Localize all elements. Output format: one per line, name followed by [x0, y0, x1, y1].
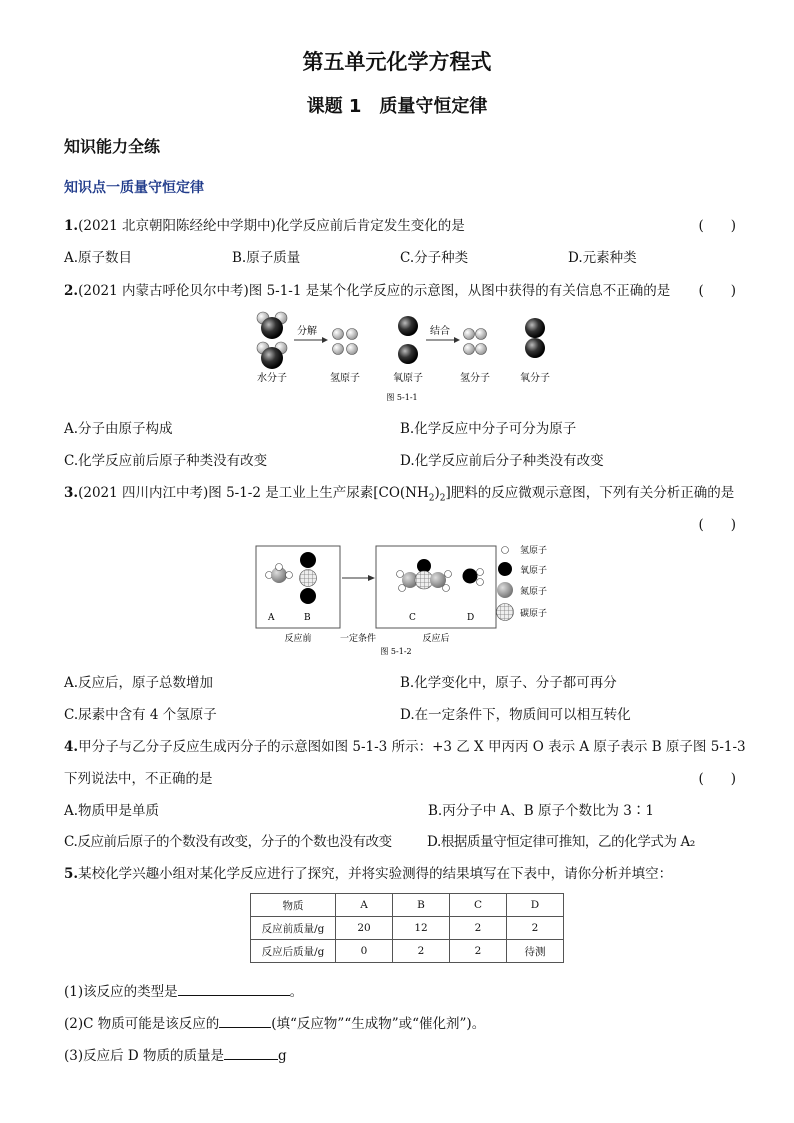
table-row [251, 940, 564, 963]
label-condition: 一定条件 [339, 634, 377, 644]
table-row [251, 917, 564, 940]
label-before: 反应前 [284, 634, 312, 644]
water-molecule-icon [257, 312, 287, 369]
knowledge-point-heading: 知识点一质量守恒定律 [64, 180, 204, 196]
sub-question-2 [64, 1012, 485, 1032]
sub-question-text: (填“反应物”“生成物”或“催化剂”)。 [271, 1016, 486, 1032]
option-d: D.化学反应前后分子种类没有改变 [400, 453, 604, 469]
table-cell: 2 [450, 940, 507, 963]
letter-c: C [409, 613, 416, 623]
letter-a: A [268, 613, 275, 623]
answer-paren: ( ) [698, 218, 736, 234]
sub-question-text: (2)C 物质可能是该反应的 [64, 1016, 220, 1032]
sub-question-text: 。 [289, 984, 304, 1000]
oxygen-atom-icon [498, 562, 512, 576]
nitrogen-atom-icon [497, 582, 513, 598]
option-a: A.分子由原子构成 [64, 421, 173, 437]
letter-b: B [304, 613, 311, 623]
hydrogen-atom-icon [502, 547, 509, 554]
option-c: C.反应前后原子的个数没有改变，分子的个数也没有改变 [64, 834, 392, 850]
legend [497, 544, 548, 621]
carbon-atom-icon [497, 604, 514, 621]
label-oxygen-atom: 氧原子 [393, 373, 423, 384]
option-c: C.化学反应前后原子种类没有改变 [64, 453, 268, 469]
oxygen-atoms-icon [398, 316, 418, 364]
option-b: B.丙分子中 A、B 原子个数比为 3∶1 [428, 803, 654, 819]
question-2 [64, 279, 670, 299]
question-number: 5. [64, 866, 79, 882]
table-cell: 物质 [251, 894, 336, 917]
figure-caption: 图 5-1-1 [386, 393, 418, 402]
table-cell: 2 [393, 940, 450, 963]
arrow-label-decompose: 分解 [297, 326, 317, 337]
carbon-dioxide-molecule-icon [300, 552, 317, 604]
hydrogen-atoms-icon [333, 329, 358, 355]
question-text: (2021 内蒙古呼伦贝尔中考)图 5-1-1 是某个化学反应的示意图，从图中获得的有关信息不正确的是 [78, 283, 671, 299]
legend-hydrogen: 氢原子 [520, 546, 548, 556]
urea-molecule-icon [397, 559, 452, 592]
label-hydrogen-atom: 氢原子 [330, 373, 360, 384]
answer-paren: ( ) [698, 517, 736, 533]
sub-question-text: (1)该反应的类型是 [64, 984, 178, 1000]
lesson-title: 课题 1 质量守恒定律 [306, 96, 488, 117]
option-d: D.元素种类 [568, 250, 637, 266]
sub-question-text: (3)反应后 D 物质的质量是 [64, 1048, 225, 1064]
question-number: 1. [64, 218, 79, 234]
question-text: ]肥料的反应微观示意图，下列有关分析正确的是 [445, 485, 735, 501]
table-cell: 2 [507, 917, 564, 940]
arrow-label-combine: 结合 [430, 326, 450, 337]
table-cell: 20 [336, 917, 393, 940]
question-text: 某校化学兴趣小组对某化学反应进行了探究，并将实验测得的结果填写在下表中，请你分析并填空： [78, 866, 673, 882]
question-number: 2. [64, 283, 79, 299]
figure-5-1-2 [252, 538, 592, 658]
subscript: 2 [428, 493, 435, 504]
label-after: 反应后 [422, 634, 450, 644]
hydrogen-molecules-icon [464, 329, 487, 355]
question-1 [64, 214, 465, 234]
sub-question-3 [64, 1044, 287, 1064]
answer-blank[interactable] [219, 1015, 271, 1028]
table-cell: 0 [336, 940, 393, 963]
answer-blank[interactable] [178, 983, 290, 996]
table-cell: 2 [450, 917, 507, 940]
page-title: 第五单元化学方程式 [302, 50, 492, 74]
question-4 [64, 735, 746, 755]
table-header-row [251, 894, 564, 917]
table-cell: B [393, 894, 450, 917]
question-text: (2021 北京朝阳陈经纶中学期中)化学反应前后肯定发生变化的是 [78, 218, 465, 234]
answer-blank[interactable] [224, 1047, 278, 1060]
data-table [250, 893, 564, 963]
figure-caption: 图 5-1-2 [380, 647, 412, 656]
question-number: 4. [64, 739, 79, 755]
table-cell: C [450, 894, 507, 917]
table-cell: 反应后质量/g [251, 940, 336, 963]
question-3 [64, 481, 734, 504]
ammonia-molecule-icon [266, 564, 293, 584]
question-text: (2021 四川内江中考)图 5-1-2 是工业上生产尿素[CO(NH [78, 485, 429, 501]
legend-carbon: 碳原子 [520, 609, 548, 619]
question-text: 甲分子与乙分子反应生成丙分子的示意图如图 5-1-3 所示：+3 乙 X 甲丙丙 O 表示 A 原子表示 B 原子图 5-1-3 [78, 739, 746, 755]
table-cell: 12 [393, 917, 450, 940]
subscript: 2 [439, 493, 446, 504]
table-cell: A [336, 894, 393, 917]
sub-question-1 [64, 980, 303, 1000]
sub-question-text: g [278, 1048, 287, 1064]
answer-paren: ( ) [698, 283, 736, 299]
label-oxygen-molecule: 氧分子 [520, 373, 550, 384]
question-4-line-2: 下列说法中，不正确的是 [64, 771, 213, 787]
figure-5-1-1 [250, 304, 560, 404]
option-c: C.尿素中含有 4 个氢原子 [64, 707, 217, 723]
letter-d: D [467, 613, 475, 623]
section-heading: 知识能力全练 [64, 137, 161, 156]
option-b: B.化学变化中，原子、分子都可再分 [400, 675, 617, 691]
option-b: B.化学反应中分子可分为原子 [400, 421, 577, 437]
option-d: D.根据质量守恒定律可推知，乙的化学式为 A₂ [427, 834, 695, 850]
oxygen-molecule-icon [525, 318, 545, 358]
question-5 [64, 862, 672, 882]
option-c: C.分子种类 [400, 250, 469, 266]
option-a: A.反应后，原子总数增加 [64, 675, 214, 691]
answer-paren: ( ) [698, 771, 736, 787]
option-a: A.物质甲是单质 [64, 803, 160, 819]
label-water-molecule: 水分子 [257, 373, 287, 384]
option-d: D.在一定条件下，物质间可以相互转化 [400, 707, 631, 723]
question-number: 3. [64, 485, 79, 501]
legend-oxygen: 氧原子 [520, 566, 548, 576]
label-hydrogen-molecule: 氢分子 [460, 373, 490, 384]
table-cell: 待测 [507, 940, 564, 963]
table-cell: D [507, 894, 564, 917]
option-a: A.原子数目 [64, 250, 133, 266]
option-b: B.原子质量 [232, 250, 301, 266]
legend-nitrogen: 氮原子 [520, 587, 548, 597]
question-text: ) [434, 485, 440, 501]
water-molecule-icon [463, 569, 484, 586]
table-cell: 反应前质量/g [251, 917, 336, 940]
